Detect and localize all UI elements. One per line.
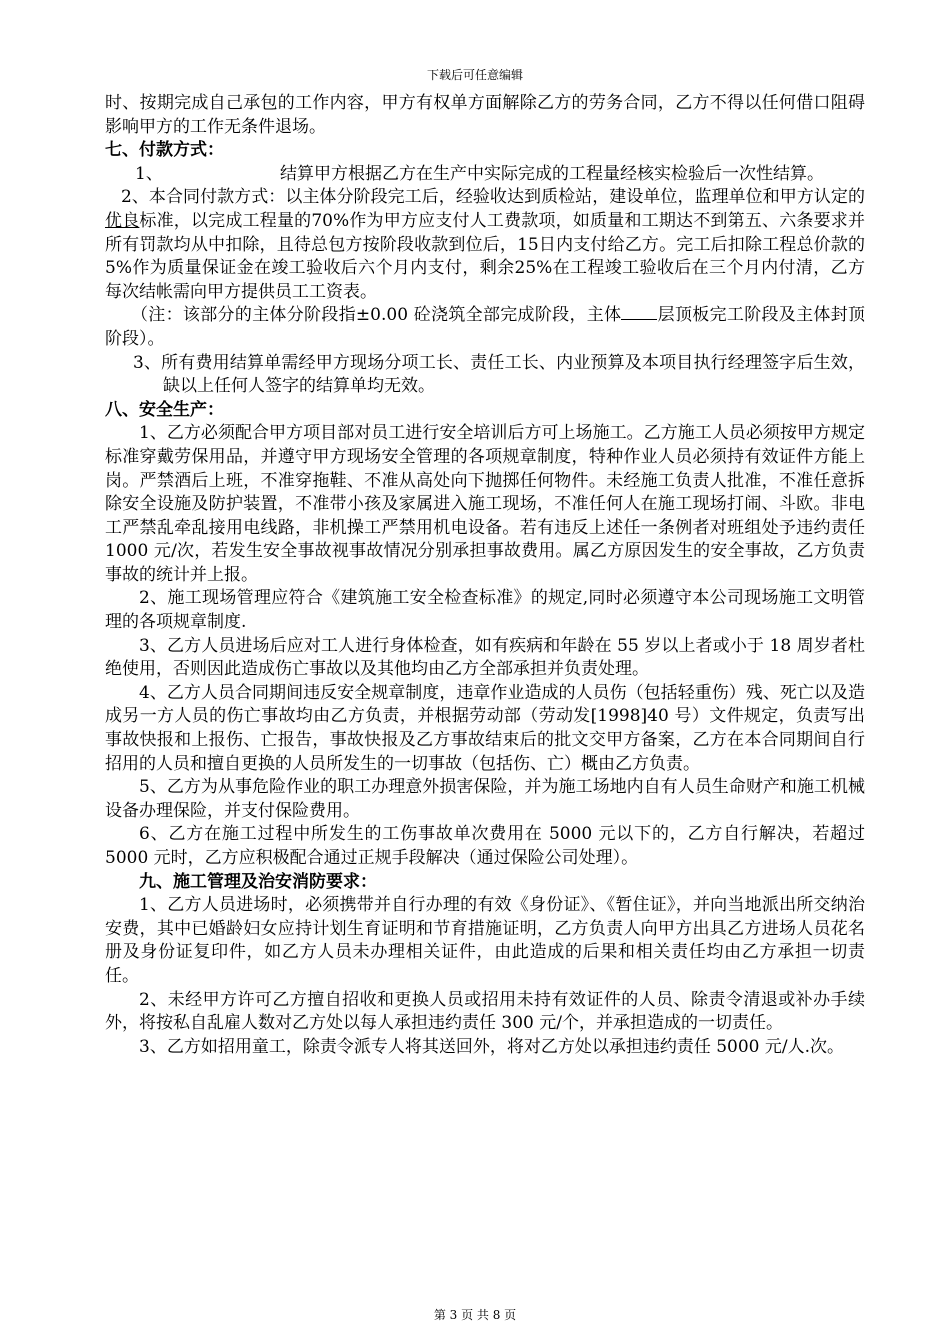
item-number: 1、 [135, 163, 163, 184]
note-text: 层顶板完工阶段及主体封顶阶段）。 [105, 305, 866, 349]
section-8-item-4: 4、乙方人员合同期间违反安全规章制度，违章作业造成的人员伤（包括轻重伤）残、死亡以及造成另一方人员的伤亡事故均由乙方负责，并根据劳动部（劳动发[1998]40 号）文件规定，负责写出事故快报和上报伤、亡报告，事故快报及乙方事故结束后的批文交甲方备案，乙方在本合同期间自行招用的人员和擅自更换的人员所发生的一切事故（包括伤、亡）概由乙方负责。 [105, 682, 865, 774]
section-8-item-2: 2、施工现场管理应符合《建筑施工安全检查标准》的规定,同时必须遵守本公司现场施工文明管理的各项规章制度. [105, 588, 865, 633]
section-8-item-6: 6、乙方在施工过程中所发生的工伤事故单次费用在 5000 元以下的，乙方自行解决，若超过 5000 元时，乙方应积极配合通过正规手段解决（通过保险公司处理）。 [105, 824, 865, 868]
page-header: 下载后可任意编辑 [426, 68, 523, 82]
section-8-item-5: 5、乙方为从事危险作业的职工办理意外损害保险，并为施工场地内自有人员生命财产和施工机械设备办理保险，并支付保险费用。 [105, 777, 865, 821]
section-8-title: 八、安全生产： [105, 399, 224, 420]
note-text: （注：该部分的主体分阶段指±0.00 砼浇筑全部完成阶段，主体 [131, 305, 622, 326]
blank-line [621, 305, 657, 320]
section-9-item-1: 1、乙方人员进场时，必须携带并自行办理的有效《身份证》、《暂住证》，并向当地派出所交纳治安费，其中已婚龄妇女应持计划生育证明和节育措施证明，乙方负责人向甲方出具乙方进场人员花名册及身份证复印件，如乙方人员未办理相关证件，由此造成的后果和相关责任均由乙方承担一切责任。 [105, 895, 865, 986]
section-7-note [105, 304, 865, 351]
section-9-title: 九、施工管理及治安消防要求： [139, 871, 377, 892]
document-body [105, 92, 865, 1059]
item-text: 结算甲方根据乙方在生产中实际完成的工程量经核实检验后一次性结算。 [280, 163, 824, 184]
item-text: 标准，以完成工程量的70%作为甲方应支付人工费款项，如质量和工期达不到第五、六条要求并所有罚款均从中扣除，且待总包方按阶段收款到位后，15日内支付给乙方。完工后扣除工程总价款的5%作为质量保证金在竣工验收后六个月内支付，剩余25%在工程竣工验收后在三个月内付清，乙方每次结帐需向甲方提供员工工资表。 [105, 210, 865, 302]
page-footer: 第 3 页 共 8 页 [433, 1308, 517, 1322]
section-7-title: 七、付款方式： [105, 140, 224, 161]
section-9-item-3: 3、乙方如招用童工，除责令派专人将其送回外，将对乙方处以承担违约责任 5000 元/人.次。 [139, 1036, 845, 1057]
section-7-item-1 [105, 163, 865, 187]
section-7-item-3: 3、所有费用结算单需经甲方现场分项工长、责任工长、内业预算及本项目执行经理签字后生效，缺以上任何人签字的结算单均无效。 [133, 352, 865, 397]
section-9-item-2: 2、未经甲方许可乙方擅自招收和更换人员或招用未持有效证件的人员、除责令清退或补办手续外，将按私自乱雇人数对乙方处以每人承担违约责任 300 元/个，并承担造成的一切责任。 [105, 989, 865, 1034]
section-7-item-2 [105, 186, 865, 304]
underlined-term: 优良 [105, 210, 140, 231]
section-8-item-3: 3、乙方人员进场后应对工人进行身体检查，如有疾病和年龄在 55 岁以上者或小于 18 周岁者杜绝使用，否则因此造成伤亡事故以及其他均由乙方全部承担并负责处理。 [105, 635, 865, 680]
section-8-item-1: 1、乙方必须配合甲方项目部对员工进行安全培训后方可上场施工。乙方施工人员必须按甲方规定标准穿戴劳保用品，并遵守甲方现场安全管理的各项规章制度，特种作业人员必须持有效证件方能上岗。严禁酒后上班，不准穿拖鞋、不准从高处向下抛掷任何物件。未经施工负责人批准，不准任意拆除安全设施及防护装置，不准带小孩及家属进入施工现场，不准任何人在施工现场打闹、斗欧。非电工严禁乱牵乱接用电线路，非机操工严禁用机电设备。若有违反上述任一条例者对班组处予违约责任 1000 元/次，若发生安全事故视事故情况分别承担事故费用。属乙方原因发生的安全事故，乙方负责事故的统计并上报。 [105, 423, 865, 585]
item-text: 2、本合同付款方式：以主体分阶段完工后，经验收达到质检站，建设单位，监理单位和甲方认定的 [121, 187, 865, 208]
paragraph-continuation: 时、按期完成自己承包的工作内容，甲方有权单方面解除乙方的劳务合同，乙方不得以任何借口阻碍影响甲方的工作无条件退场。 [105, 93, 865, 137]
